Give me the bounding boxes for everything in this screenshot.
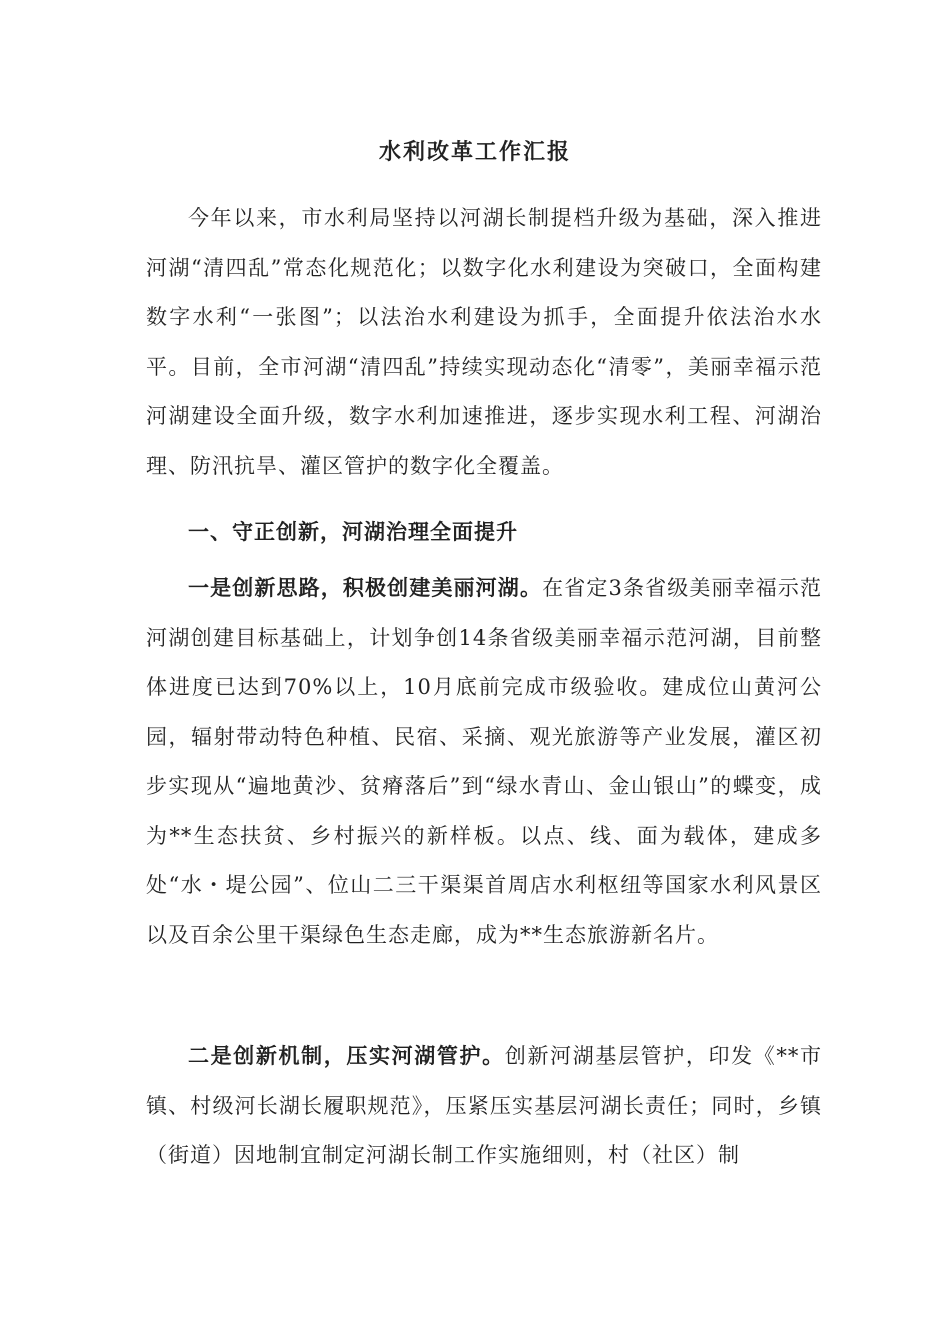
item-lead-2: 二是创新机制，压实河湖管护。 <box>188 1043 505 1068</box>
item-paragraph-1 <box>146 563 822 960</box>
item-text-2: 创新河湖基层管护，印发《**市镇、村级河长湖长履职规范》，压紧压实基层河湖长责任；同时，乡镇（街道）因地制宜制定河湖长制工作实施细则，村（社区）制 <box>146 1044 823 1167</box>
item-paragraph-2 <box>146 1031 822 1181</box>
item-text-1: 在省定3条省级美丽幸福示范河湖创建目标基础上，计划争创14条省级美丽幸福示范河湖，目前整体进度已达到70%以上，10月底前完成市级验收。建成位山黄河公园，辐射带动特色种植、民宿、采摘、观光旅游等产业发展，灌区初步实现从“遍地黄沙、贫瘠落后”到“绿水青山、金山银山”的蝶变，成为**生态扶贫、乡村振兴的新样板。以点、线、面为载体，建成多处“水・堤公园”、位山二三干渠渠首周店水利枢纽等国家水利风景区以及百余公里干渠绿色生态走廊，成为**生态旅游新名片。 <box>146 576 822 947</box>
item-lead-1: 一是创新思路，积极创建美丽河湖。 <box>188 575 543 600</box>
document-title: 水利改革工作汇报 <box>378 139 571 165</box>
intro-paragraph: 今年以来，市水利局坚持以河湖长制提档升级为基础，深入推进河湖“清四乱”常态化规范化；以数字化水利建设为突破口，全面构建数字水利“一张图”；以法治水利建设为抓手，全面提升依法治水水平。目前，全市河湖“清四乱”持续实现动态化“清零”，美丽幸福示范河湖建设全面升级，数字水利加速推进，逐步实现水利工程、河湖治理、防汛抗旱、灌区管护的数字化全覆盖。 <box>146 206 822 478</box>
section-heading: 一、守正创新，河湖治理全面提升 <box>188 519 518 544</box>
